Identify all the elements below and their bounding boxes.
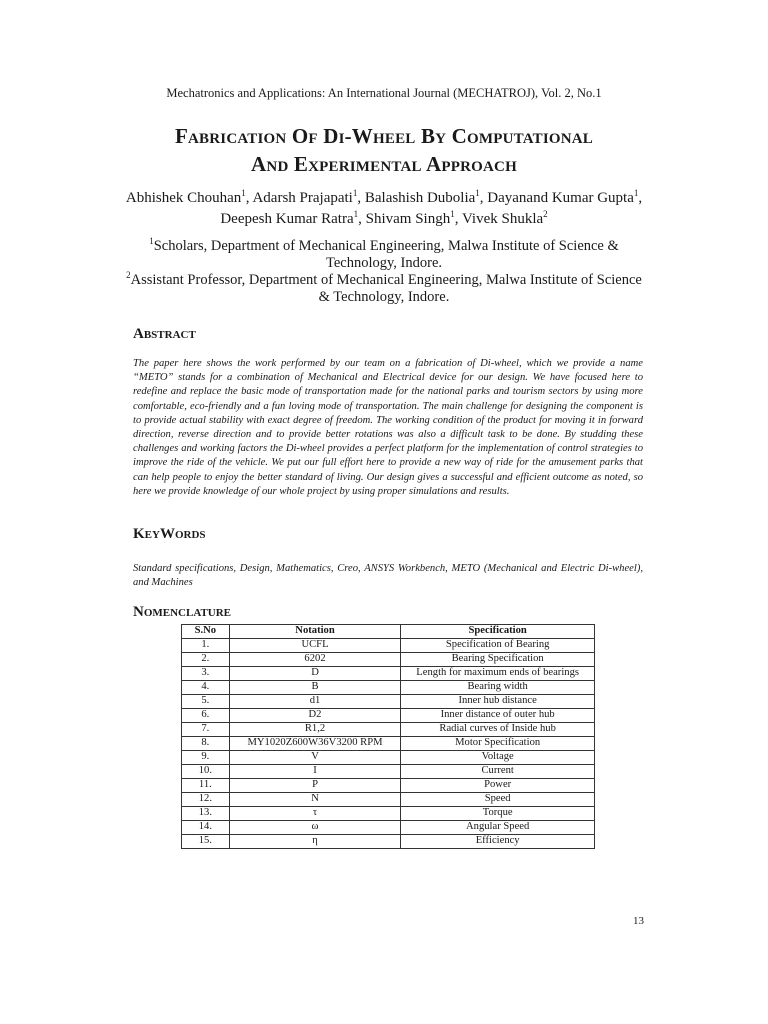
table-row bbox=[182, 667, 595, 681]
affiliation-mark: 2 bbox=[126, 270, 131, 281]
cell-sno: 10. bbox=[182, 765, 230, 779]
cell-notation: B bbox=[229, 681, 401, 695]
table-row bbox=[182, 723, 595, 737]
cell-sno: 4. bbox=[182, 681, 230, 695]
cell-sno: 12. bbox=[182, 793, 230, 807]
cell-specification: Inner hub distance bbox=[401, 695, 595, 709]
affiliation bbox=[120, 238, 648, 272]
cell-notation: d1 bbox=[229, 695, 401, 709]
cell-sno: 13. bbox=[182, 807, 230, 821]
author-separator: , bbox=[479, 190, 488, 206]
cell-notation: ω bbox=[229, 821, 401, 835]
cell-specification: Efficiency bbox=[401, 835, 595, 849]
cell-sno: 2. bbox=[182, 653, 230, 667]
cell-notation: τ bbox=[229, 807, 401, 821]
cell-notation: N bbox=[229, 793, 401, 807]
cell-sno: 8. bbox=[182, 737, 230, 751]
cell-notation: η bbox=[229, 835, 401, 849]
table-row bbox=[182, 653, 595, 667]
cell-specification: Inner distance of outer hub bbox=[401, 709, 595, 723]
author-affiliation-mark: 1 bbox=[352, 188, 358, 198]
affiliation bbox=[120, 272, 648, 306]
table-row bbox=[182, 779, 595, 793]
cell-specification: Bearing width bbox=[401, 681, 595, 695]
abstract-heading: Abstract bbox=[133, 326, 196, 342]
cell-notation: V bbox=[229, 751, 401, 765]
author-separator: , bbox=[454, 211, 462, 227]
cell-specification: Bearing Specification bbox=[401, 653, 595, 667]
author-list bbox=[110, 188, 658, 230]
cell-notation: I bbox=[229, 765, 401, 779]
cell-specification: Length for maximum ends of bearings bbox=[401, 667, 595, 681]
cell-specification: Radial curves of Inside hub bbox=[401, 723, 595, 737]
author-name: Dayanand Kumar Gupta bbox=[487, 190, 634, 206]
table-row bbox=[182, 821, 595, 835]
cell-notation: D2 bbox=[229, 709, 401, 723]
author-separator: , bbox=[245, 190, 253, 206]
cell-specification: Angular Speed bbox=[401, 821, 595, 835]
cell-specification: Power bbox=[401, 779, 595, 793]
cell-specification: Speed bbox=[401, 793, 595, 807]
cell-specification: Motor Specification bbox=[401, 737, 595, 751]
author-name: Vivek Shukla bbox=[461, 211, 544, 227]
cell-specification: Current bbox=[401, 765, 595, 779]
author-separator: , bbox=[638, 190, 643, 206]
cell-sno: 1. bbox=[182, 639, 230, 653]
cell-sno: 7. bbox=[182, 723, 230, 737]
author-affiliation-mark: 1 bbox=[450, 209, 455, 219]
abstract-text: The paper here shows the work performed by our team on a fabrication of Di-wheel, which we provide a name “METO” stands for a combination of Mechanical and Electrical device for our design. We have focused here to redefine and replace the basic mode of transportation made for the national parks and tourism sectors by using more comfortable, eco-friendly and a fun loving mode of transportation. The main challenge for designing the component is to provide actual stability with exact degree of freedom. The working condition of the product for moving it in forward direction, reverse direction and to provide better rotations was also a difficult task to be done. By studding these challenges and working factors the Di-wheel provides a perfect platform for the implementation of control strategies to improve the ride of the vehicle. We put our full effort here to provide a new way of ride for the amusement parks that can help people to enjoy the better standard of living. Our design gives a successful and efficient outcome as noted, so here we provide knowledge of our whole project by using proper simulations and results. bbox=[133, 358, 643, 497]
author-name: Balashish Dubolia bbox=[364, 190, 476, 206]
cell-notation: P bbox=[229, 779, 401, 793]
affiliation-mark: 1 bbox=[149, 236, 154, 247]
cell-specification: Voltage bbox=[401, 751, 595, 765]
cell-sno: 15. bbox=[182, 835, 230, 849]
table-row bbox=[182, 639, 595, 653]
table-body bbox=[182, 639, 595, 849]
cell-sno: 9. bbox=[182, 751, 230, 765]
nomenclature-heading: Nomenclature bbox=[133, 604, 232, 620]
table-row bbox=[182, 695, 595, 709]
cell-notation: MY1020Z600W36V3200 RPM bbox=[229, 737, 401, 751]
author-affiliation-mark: 1 bbox=[241, 188, 246, 198]
journal-header: Mechatronics and Applications: An International Journal (MECHATROJ), Vol. 2, No.1 bbox=[166, 86, 602, 100]
cell-notation: R1,2 bbox=[229, 723, 401, 737]
table-row bbox=[182, 835, 595, 849]
table-header-row bbox=[182, 625, 595, 639]
table-row bbox=[182, 681, 595, 695]
author-affiliation-mark: 1 bbox=[633, 188, 639, 198]
table-row bbox=[182, 737, 595, 751]
affiliation-text: Scholars, Department of Mechanical Engineering, Malwa Institute of Science & Technology, Indore. bbox=[153, 238, 619, 271]
affiliation-list bbox=[120, 238, 648, 306]
nomenclature-table bbox=[181, 624, 595, 849]
cell-notation: UCFL bbox=[229, 639, 401, 653]
author-affiliation-mark: 1 bbox=[475, 188, 480, 198]
cell-specification: Specification of Bearing bbox=[401, 639, 595, 653]
page-number: 13 bbox=[633, 915, 644, 927]
cell-sno: 3. bbox=[182, 667, 230, 681]
cell-sno: 6. bbox=[182, 709, 230, 723]
cell-sno: 14. bbox=[182, 821, 230, 835]
author-name: Shivam Singh bbox=[365, 211, 451, 227]
header-notation: Notation bbox=[229, 625, 401, 639]
table-row bbox=[182, 751, 595, 765]
author-name: Adarsh Prajapati bbox=[252, 190, 353, 206]
table-row bbox=[182, 793, 595, 807]
author-name: Deepesh Kumar Ratra bbox=[220, 211, 354, 227]
cell-notation: 6202 bbox=[229, 653, 401, 667]
cell-notation: D bbox=[229, 667, 401, 681]
author-affiliation-mark: 1 bbox=[353, 209, 359, 219]
keywords-heading: KeyWords bbox=[133, 526, 206, 542]
cell-sno: 5. bbox=[182, 695, 230, 709]
title-line-1: Fabrication Of Di-Wheel By Computational bbox=[174, 124, 594, 148]
cell-sno: 11. bbox=[182, 779, 230, 793]
author-affiliation-mark: 2 bbox=[543, 209, 548, 219]
header-sno: S.No bbox=[182, 625, 230, 639]
table-row bbox=[182, 807, 595, 821]
affiliation-text: Assistant Professor, Department of Mechanical Engineering, Malwa Institute of Science & Technology, Indore. bbox=[130, 272, 642, 305]
title-line-2: And Experimental Approach bbox=[251, 152, 517, 176]
author-separator: , bbox=[357, 190, 365, 206]
table-row bbox=[182, 709, 595, 723]
author-name: Abhishek Chouhan bbox=[125, 190, 242, 206]
header-specification: Specification bbox=[401, 625, 595, 639]
keywords-text: Standard specifications, Design, Mathematics, Creo, ANSYS Workbench, METO (Mechanical and Electric Di-wheel), and Machines bbox=[133, 563, 643, 589]
paper-title bbox=[60, 122, 708, 178]
author-separator: , bbox=[358, 211, 366, 227]
cell-specification: Torque bbox=[401, 807, 595, 821]
table-row bbox=[182, 765, 595, 779]
